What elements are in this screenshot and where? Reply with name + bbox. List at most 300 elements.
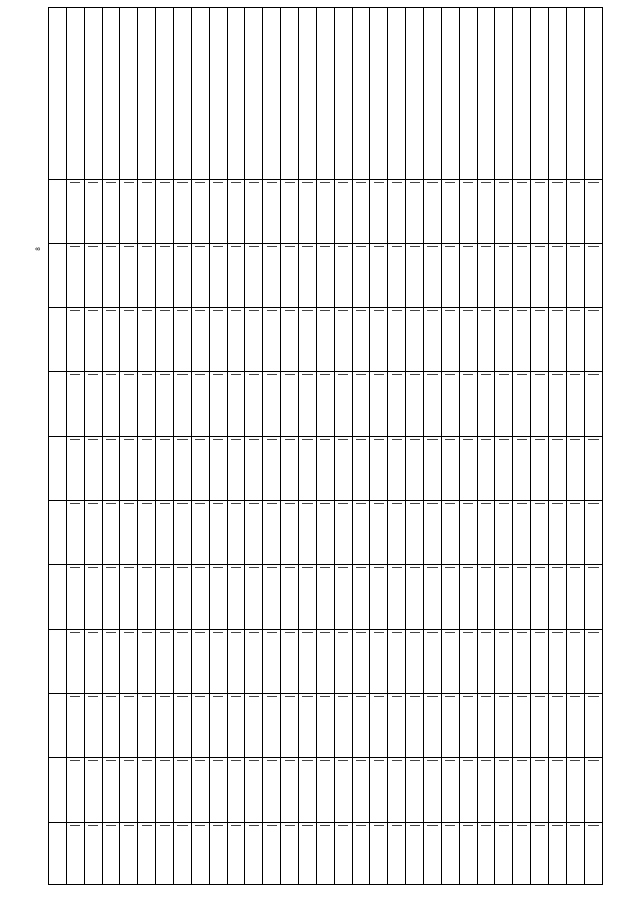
table-cell: [477, 501, 495, 565]
table-cell: [388, 8, 406, 180]
cell-value-mark: [463, 567, 473, 568]
table-cell: [156, 758, 174, 822]
cell-value-mark: [285, 567, 295, 568]
table-cell: [84, 629, 102, 693]
table-cell: [406, 565, 424, 629]
cell-value-mark: [195, 632, 205, 633]
cell-value-mark: [552, 374, 562, 375]
table-cell: [424, 179, 442, 243]
cell-value-mark: [249, 182, 259, 183]
table-cell: [120, 629, 138, 693]
cell-value-mark: [552, 567, 562, 568]
table-cell: [549, 243, 567, 307]
cell-value-mark: [249, 439, 259, 440]
cell-value-mark: [320, 503, 330, 504]
cell-value-mark: [338, 310, 348, 311]
table-cell: [281, 758, 299, 822]
table-cell: [191, 758, 209, 822]
cell-value-mark: [535, 825, 545, 826]
table-cell: [209, 822, 227, 884]
table-cell: [120, 694, 138, 758]
cell-value-mark: [124, 310, 134, 311]
cell-value-mark: [267, 696, 277, 697]
cell-value-mark: [356, 696, 366, 697]
rotated-data-table: [48, 7, 603, 885]
table-cell: [513, 758, 531, 822]
table-cell: [370, 501, 388, 565]
table-cell: [334, 308, 352, 372]
table-cell: [49, 8, 67, 180]
table-cell: [370, 565, 388, 629]
table-cell: [49, 243, 67, 307]
table-cell: [334, 372, 352, 436]
cell-value-mark: [88, 310, 98, 311]
table-cell: [441, 372, 459, 436]
table-cell: [513, 308, 531, 372]
table-cell: [120, 308, 138, 372]
table-cell: [245, 629, 263, 693]
table-cell: [406, 694, 424, 758]
table-cell: [156, 629, 174, 693]
table-cell: [495, 243, 513, 307]
table-cell: [102, 822, 120, 884]
cell-value-mark: [552, 246, 562, 247]
table-cell: [424, 629, 442, 693]
table-cell: [370, 629, 388, 693]
table-cell: [316, 565, 334, 629]
table-cell: [84, 179, 102, 243]
cell-value-mark: [499, 632, 509, 633]
table-cell: [245, 308, 263, 372]
table-cell: [138, 243, 156, 307]
cell-value-mark: [570, 760, 580, 761]
table-cell: [191, 308, 209, 372]
table-cell: [209, 758, 227, 822]
cell-value-mark: [588, 246, 598, 247]
cell-value-mark: [445, 825, 455, 826]
cell-value-mark: [195, 503, 205, 504]
table-cell: [566, 179, 584, 243]
table-cell: [584, 243, 602, 307]
cell-value-mark: [481, 374, 491, 375]
cell-value-mark: [338, 632, 348, 633]
cell-value-mark: [285, 310, 295, 311]
table-cell: [495, 822, 513, 884]
cell-value-mark: [213, 374, 223, 375]
table-cell: [138, 501, 156, 565]
table-cell: [352, 694, 370, 758]
cell-value-mark: [231, 374, 241, 375]
cell-value-mark: [463, 439, 473, 440]
table-cell: [495, 179, 513, 243]
table-cell: [263, 243, 281, 307]
cell-value-mark: [445, 439, 455, 440]
table-cell: [459, 629, 477, 693]
table-cell: [209, 501, 227, 565]
table-cell: [120, 758, 138, 822]
table-cell: [388, 501, 406, 565]
cell-value-mark: [463, 696, 473, 697]
cell-value-mark: [392, 632, 402, 633]
table-cell: [424, 372, 442, 436]
table-cell: [263, 179, 281, 243]
cell-value-mark: [106, 632, 116, 633]
table-cell: [549, 436, 567, 500]
cell-value-mark: [267, 310, 277, 311]
table-cell: [66, 822, 84, 884]
cell-value-mark: [106, 696, 116, 697]
table-cell: [138, 372, 156, 436]
table-cell: [406, 758, 424, 822]
cell-value-mark: [588, 760, 598, 761]
table-cell: [263, 629, 281, 693]
table-cell: [513, 372, 531, 436]
table-cell: [49, 758, 67, 822]
table-cell: [316, 308, 334, 372]
table-row: [49, 179, 603, 243]
cell-value-mark: [570, 825, 580, 826]
cell-value-mark: [535, 632, 545, 633]
cell-value-mark: [392, 696, 402, 697]
cell-value-mark: [142, 374, 152, 375]
table-cell: [84, 501, 102, 565]
cell-value-mark: [160, 567, 170, 568]
cell-value-mark: [124, 182, 134, 183]
table-cell: [281, 501, 299, 565]
cell-value-mark: [463, 760, 473, 761]
table-cell: [49, 501, 67, 565]
table-cell: [531, 372, 549, 436]
table-cell: [84, 8, 102, 180]
cell-value-mark: [70, 439, 80, 440]
table-row: [49, 372, 603, 436]
cell-value-mark: [285, 246, 295, 247]
table-cell: [352, 565, 370, 629]
cell-value-mark: [535, 760, 545, 761]
cell-value-mark: [320, 246, 330, 247]
table-cell: [102, 308, 120, 372]
table-cell: [566, 501, 584, 565]
table-cell: [334, 822, 352, 884]
cell-value-mark: [231, 825, 241, 826]
table-cell: [495, 8, 513, 180]
cell-value-mark: [392, 182, 402, 183]
cell-value-mark: [588, 567, 598, 568]
cell-value-mark: [552, 825, 562, 826]
cell-value-mark: [463, 825, 473, 826]
cell-value-mark: [70, 182, 80, 183]
table-cell: [156, 436, 174, 500]
table-cell: [66, 436, 84, 500]
cell-value-mark: [552, 310, 562, 311]
cell-value-mark: [570, 310, 580, 311]
table-cell: [49, 179, 67, 243]
cell-value-mark: [160, 632, 170, 633]
cell-value-mark: [249, 632, 259, 633]
cell-value-mark: [427, 825, 437, 826]
table-cell: [209, 8, 227, 180]
table-cell: [263, 565, 281, 629]
cell-value-mark: [499, 760, 509, 761]
cell-value-mark: [231, 310, 241, 311]
table-cell: [406, 179, 424, 243]
cell-value-mark: [535, 182, 545, 183]
cell-value-mark: [213, 632, 223, 633]
table-cell: [459, 8, 477, 180]
table-cell: [120, 501, 138, 565]
cell-value-mark: [392, 310, 402, 311]
cell-value-mark: [70, 567, 80, 568]
table-cell: [263, 372, 281, 436]
table-cell: [388, 436, 406, 500]
cell-value-mark: [552, 632, 562, 633]
table-cell: [566, 243, 584, 307]
cell-value-mark: [231, 760, 241, 761]
cell-value-mark: [570, 246, 580, 247]
cell-value-mark: [517, 439, 527, 440]
cell-value-mark: [481, 182, 491, 183]
cell-value-mark: [445, 632, 455, 633]
table-cell: [424, 501, 442, 565]
table-cell: [66, 243, 84, 307]
table-cell: [334, 565, 352, 629]
table-cell: [513, 629, 531, 693]
table-cell: [531, 436, 549, 500]
cell-value-mark: [302, 632, 312, 633]
cell-value-mark: [177, 182, 187, 183]
table-cell: [209, 565, 227, 629]
cell-value-mark: [588, 439, 598, 440]
cell-value-mark: [356, 760, 366, 761]
table-cell: [370, 243, 388, 307]
cell-value-mark: [124, 439, 134, 440]
table-cell: [334, 8, 352, 180]
table-row: [49, 629, 603, 693]
table-cell: [245, 8, 263, 180]
table-cell: [370, 822, 388, 884]
table-cell: [549, 179, 567, 243]
cell-value-mark: [70, 696, 80, 697]
table-cell: [227, 694, 245, 758]
table-cell: [49, 308, 67, 372]
table-cell: [549, 822, 567, 884]
table-cell: [102, 179, 120, 243]
table-cell: [120, 822, 138, 884]
cell-value-mark: [88, 760, 98, 761]
cell-value-mark: [195, 760, 205, 761]
cell-value-mark: [249, 825, 259, 826]
table-cell: [406, 629, 424, 693]
cell-value-mark: [481, 503, 491, 504]
table-cell: [584, 758, 602, 822]
cell-value-mark: [249, 567, 259, 568]
cell-value-mark: [499, 439, 509, 440]
table-cell: [388, 372, 406, 436]
cell-value-mark: [410, 182, 420, 183]
cell-value-mark: [356, 825, 366, 826]
cell-value-mark: [320, 439, 330, 440]
table-cell: [513, 8, 531, 180]
cell-value-mark: [320, 632, 330, 633]
table-cell: [245, 179, 263, 243]
table-cell: [263, 308, 281, 372]
table-cell: [549, 8, 567, 180]
table-cell: [388, 822, 406, 884]
cell-value-mark: [88, 632, 98, 633]
cell-value-mark: [213, 760, 223, 761]
table-cell: [406, 308, 424, 372]
cell-value-mark: [552, 760, 562, 761]
table-cell: [227, 179, 245, 243]
table-cell: [477, 694, 495, 758]
cell-value-mark: [517, 310, 527, 311]
table-cell: [424, 8, 442, 180]
table-cell: [138, 822, 156, 884]
table-cell: [495, 629, 513, 693]
table-cell: [513, 436, 531, 500]
table-cell: [227, 8, 245, 180]
table-cell: [477, 243, 495, 307]
cell-value-mark: [517, 696, 527, 697]
cell-value-mark: [70, 825, 80, 826]
table-row: [49, 694, 603, 758]
table-header-row: [49, 8, 603, 180]
table-row: [49, 308, 603, 372]
table-cell: [334, 179, 352, 243]
table-cell: [495, 308, 513, 372]
cell-value-mark: [124, 825, 134, 826]
cell-value-mark: [124, 503, 134, 504]
table-cell: [263, 436, 281, 500]
table-cell: [299, 822, 317, 884]
cell-value-mark: [88, 439, 98, 440]
table-cell: [281, 179, 299, 243]
cell-value-mark: [302, 374, 312, 375]
table-cell: [406, 436, 424, 500]
cell-value-mark: [106, 503, 116, 504]
cell-value-mark: [481, 696, 491, 697]
cell-value-mark: [177, 696, 187, 697]
cell-value-mark: [392, 825, 402, 826]
table-cell: [352, 308, 370, 372]
cell-value-mark: [195, 696, 205, 697]
cell-value-mark: [142, 503, 152, 504]
table-cell: [334, 629, 352, 693]
cell-value-mark: [106, 182, 116, 183]
table-cell: [245, 758, 263, 822]
cell-value-mark: [338, 567, 348, 568]
table-cell: [209, 436, 227, 500]
table-cell: [495, 694, 513, 758]
cell-value-mark: [142, 760, 152, 761]
table-cell: [584, 822, 602, 884]
table-cell: [209, 243, 227, 307]
cell-value-mark: [445, 567, 455, 568]
cell-value-mark: [463, 182, 473, 183]
cell-value-mark: [302, 567, 312, 568]
cell-value-mark: [517, 182, 527, 183]
cell-value-mark: [267, 182, 277, 183]
cell-value-mark: [70, 374, 80, 375]
cell-value-mark: [231, 696, 241, 697]
cell-value-mark: [160, 246, 170, 247]
cell-value-mark: [517, 246, 527, 247]
table-cell: [281, 822, 299, 884]
cell-value-mark: [535, 374, 545, 375]
cell-value-mark: [302, 696, 312, 697]
table-cell: [299, 565, 317, 629]
cell-value-mark: [356, 632, 366, 633]
cell-value-mark: [338, 503, 348, 504]
table-cell: [406, 501, 424, 565]
cell-value-mark: [320, 825, 330, 826]
table-cell: [459, 179, 477, 243]
cell-value-mark: [374, 439, 384, 440]
cell-value-mark: [320, 374, 330, 375]
table-row: [49, 243, 603, 307]
table-cell: [459, 372, 477, 436]
table-cell: [156, 8, 174, 180]
table-cell: [156, 179, 174, 243]
cell-value-mark: [177, 760, 187, 761]
table-cell: [120, 436, 138, 500]
cell-value-mark: [302, 825, 312, 826]
cell-value-mark: [231, 632, 241, 633]
table-cell: [245, 436, 263, 500]
table-cell: [49, 694, 67, 758]
cell-value-mark: [70, 246, 80, 247]
table-cell: [459, 243, 477, 307]
cell-value-mark: [392, 374, 402, 375]
table-cell: [209, 372, 227, 436]
table-cell: [316, 8, 334, 180]
cell-value-mark: [463, 310, 473, 311]
cell-value-mark: [374, 182, 384, 183]
cell-value-mark: [410, 825, 420, 826]
cell-value-mark: [142, 632, 152, 633]
cell-value-mark: [481, 246, 491, 247]
table-cell: [406, 822, 424, 884]
cell-value-mark: [374, 632, 384, 633]
table-cell: [459, 822, 477, 884]
table-cell: [584, 629, 602, 693]
table-cell: [531, 565, 549, 629]
table-cell: [299, 694, 317, 758]
table-cell: [120, 565, 138, 629]
cell-value-mark: [445, 246, 455, 247]
cell-value-mark: [588, 503, 598, 504]
table-cell: [227, 565, 245, 629]
table-cell: [334, 243, 352, 307]
table-cell: [352, 758, 370, 822]
table-cell: [263, 822, 281, 884]
table-cell: [227, 501, 245, 565]
table-row: [49, 822, 603, 884]
cell-value-mark: [374, 246, 384, 247]
table-cell: [334, 694, 352, 758]
table-cell: [566, 372, 584, 436]
table-cell: [370, 694, 388, 758]
cell-value-mark: [517, 825, 527, 826]
cell-value-mark: [374, 310, 384, 311]
table-cell: [388, 179, 406, 243]
table-cell: [84, 372, 102, 436]
cell-value-mark: [499, 503, 509, 504]
table-cell: [102, 758, 120, 822]
table-cell: [281, 243, 299, 307]
table-cell: [424, 243, 442, 307]
cell-value-mark: [302, 246, 312, 247]
